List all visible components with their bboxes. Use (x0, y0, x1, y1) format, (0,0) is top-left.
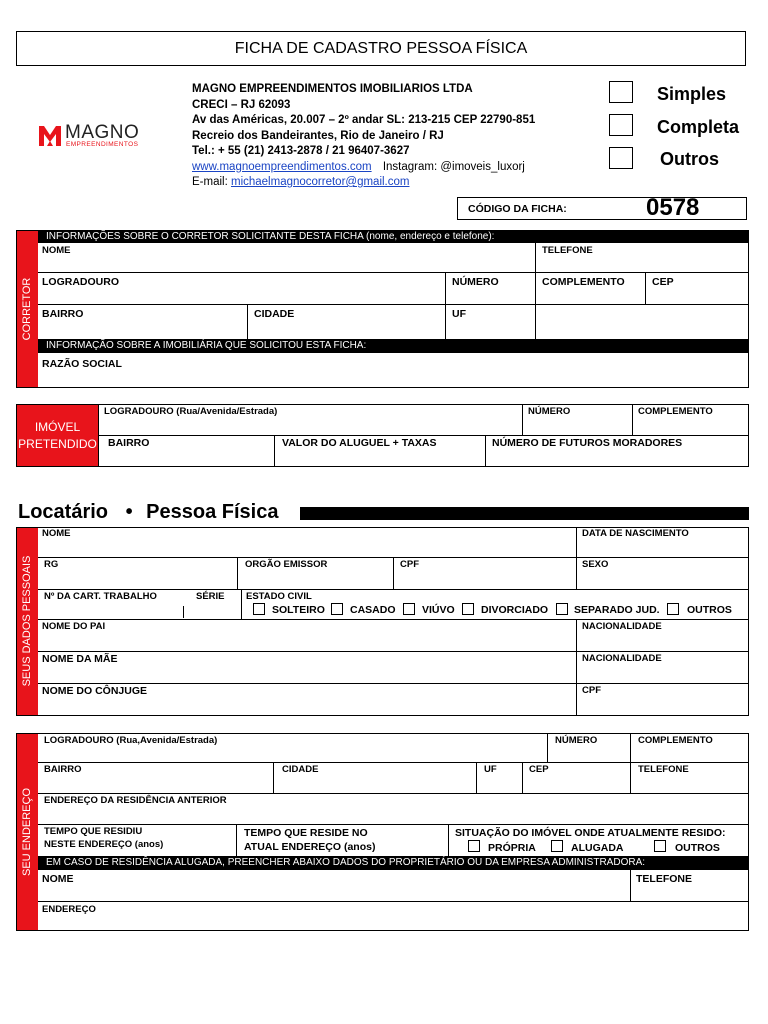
endereco-complemento-label: COMPLEMENTO (638, 735, 713, 746)
corretor-side-label: CORRETOR (21, 277, 33, 341)
proprietario-telefone-label: TELEFONE (636, 873, 693, 885)
company-website-link[interactable]: www.magnoempreendimentos.com (192, 160, 372, 173)
imovel-side-bar (17, 405, 98, 466)
dados-nacionalidade2-label: NACIONALIDADE (582, 653, 662, 664)
company-info (192, 82, 535, 191)
tempo-residiu-label-1: TEMPO QUE RESIDIU (44, 826, 143, 837)
locatario-heading-bar (300, 507, 749, 520)
endereco-telefone-label: TELEFONE (638, 764, 689, 775)
endereco-bairro-label: BAIRRO (44, 764, 82, 775)
company-address-1: Av das Américas, 20.007 – 2º andar SL: 213-215 CEP 22790-851 (192, 114, 536, 126)
simples-label: Simples (657, 84, 727, 104)
imovel-side-label-2: PRETENDIDO (18, 437, 97, 451)
code-label: CÓDIGO DA FICHA: (468, 203, 567, 215)
logo-sub-text: EMPREENDIMENTOS (66, 141, 139, 148)
alugada-label: ALUGADA (571, 842, 624, 854)
corretor-complemento-label: COMPLEMENTO (542, 276, 625, 288)
propria-checkbox[interactable] (468, 840, 480, 852)
dados-side-label: SEUS DADOS PESSOAIS (21, 555, 33, 687)
imovel-bairro-label: BAIRRO (108, 437, 150, 449)
company-phone: Tel.: + 55 (21) 2413-2878 / 21 96407-3627 (192, 145, 410, 157)
outros-checkbox[interactable] (609, 147, 633, 169)
company-address-2: Recreio dos Bandeirantes, Rio de Janeiro / RJ (192, 129, 444, 142)
imovel-complemento-label: COMPLEMENTO (638, 406, 713, 417)
dados-pai-label: NOME DO PAI (42, 621, 106, 632)
dados-orgao-label: ORGÃO EMISSOR (245, 559, 328, 570)
tempo-reside-label-2: ATUAL ENDEREÇO (anos) (244, 841, 376, 853)
corretor-cep-label: CEP (652, 276, 674, 288)
endereco-numero-label: NÚMERO (555, 735, 598, 746)
completa-checkbox[interactable] (609, 114, 633, 136)
separado-label: SEPARADO JUD. (574, 604, 660, 616)
outros-estado-label: OUTROS (687, 604, 732, 616)
locatario-heading (18, 502, 278, 522)
code-value: 0578 (646, 194, 700, 221)
imovel-valor-label: VALOR DO ALUGUEL + TAXAS (282, 437, 437, 449)
alugada-checkbox[interactable] (551, 840, 563, 852)
dados-rg-label: RG (44, 559, 59, 570)
corretor-form (16, 230, 749, 388)
corretor-telefone-label: TELEFONE (542, 245, 593, 256)
corretor-cidade-label: CIDADE (254, 308, 295, 320)
dados-nacionalidade-label: NACIONALIDADE (582, 621, 662, 632)
divorciado-checkbox[interactable] (462, 603, 474, 615)
dados-nome-label: NOME (42, 528, 71, 539)
email-label: E-mail: (192, 176, 228, 188)
title-box (16, 31, 746, 66)
situacao-label: SITUAÇÃO DO IMÓVEL ONDE ATUALMENTE RESIDO: (455, 827, 726, 839)
company-name: MAGNO EMPREENDIMENTOS IMOBILIARIOS LTDA (192, 83, 473, 95)
imovel-numero-label: NÚMERO (528, 406, 571, 417)
casado-label: CASADO (350, 604, 396, 616)
company-email-link[interactable]: michaelmagnocorretor@gmail.com (230, 176, 410, 188)
dados-conjuge-label: NOME DO CÔNJUGE (42, 685, 148, 697)
endereco-uf-label: UF (484, 764, 497, 775)
propria-label: PRÓPRIA (488, 842, 536, 854)
endereco-cidade-label: CIDADE (282, 764, 319, 775)
corretor-logradouro-label: LOGRADOURO (42, 276, 119, 288)
viuvo-checkbox[interactable] (403, 603, 415, 615)
locatario-title: Locatário (18, 501, 109, 523)
outros-estado-checkbox[interactable] (667, 603, 679, 615)
casado-checkbox[interactable] (331, 603, 343, 615)
company-logo (38, 122, 153, 154)
code-box (457, 194, 747, 221)
simples-checkbox[interactable] (609, 81, 633, 103)
page-title: FICHA DE CADASTRO PESSOA FÍSICA (234, 40, 528, 57)
logo-mark-icon (38, 124, 62, 148)
outros-situacao-checkbox[interactable] (654, 840, 666, 852)
viuvo-label: VIÚVO (422, 604, 455, 616)
proprietario-nome-label: NOME (42, 873, 74, 885)
tempo-residiu-label-2: NESTE ENDEREÇO (anos) (44, 839, 164, 850)
completa-label: Completa (657, 117, 740, 137)
endereco-cep-label: CEP (529, 764, 549, 775)
dados-nascimento-label: DATA DE NASCIMENTO (582, 528, 689, 539)
dados-serie-label: SÉRIE (196, 591, 225, 602)
outros-type-label: Outros (660, 149, 720, 169)
imovel-logradouro-label: LOGRADOURO (Rua/Avenida/Estrada) (104, 406, 278, 417)
company-web-line (192, 160, 535, 176)
dados-mae-label: NOME DA MÃE (42, 653, 118, 665)
company-creci: CRECI – RJ 62093 (192, 98, 291, 111)
locatario-bullet: • (125, 501, 133, 523)
dados-sexo-label: SEXO (582, 559, 609, 570)
separado-checkbox[interactable] (556, 603, 568, 615)
dados-cpf-label: CPF (400, 559, 419, 570)
solteiro-checkbox[interactable] (253, 603, 265, 615)
company-email-line (192, 175, 535, 191)
corretor-uf-label: UF (452, 308, 466, 320)
corretor-header: INFORMAÇÕES SOBRE O CORRETOR SOLICITANTE DESTA FICHA (nome, endereço e telefone): (38, 230, 749, 243)
corretor-numero-label: NÚMERO (452, 276, 499, 288)
dados-cart-label: Nº DA CART. TRABALHO (44, 591, 157, 602)
dados-cpf2-label: CPF (582, 685, 601, 696)
locatario-subtitle: Pessoa Física (146, 501, 279, 523)
tempo-reside-label-1: TEMPO QUE RESIDE NO (244, 827, 368, 839)
company-instagram: Instagram: @imoveis_luxorj (382, 160, 525, 173)
endereco-anterior-label: ENDEREÇO DA RESIDÊNCIA ANTERIOR (44, 795, 227, 806)
logo-main-text: MAGNO (65, 122, 140, 143)
razao-social-label: RAZÃO SOCIAL (42, 358, 122, 370)
dados-estado-civil-label: ESTADO CIVIL (246, 591, 312, 602)
divorciado-label: DIVORCIADO (481, 604, 549, 616)
corretor-bairro-label: BAIRRO (42, 308, 84, 320)
solteiro-label: SOLTEIRO (272, 604, 325, 616)
imobiliaria-header: INFORMAÇÃO SOBRE A IMOBILIÁRIA QUE SOLICITOU ESTA FICHA: (38, 339, 749, 353)
endereco-side-label: SEU ENDEREÇO (21, 787, 33, 877)
proprietario-endereco-label: ENDEREÇO (42, 904, 96, 915)
proprietario-header: EM CASO DE RESIDÊNCIA ALUGADA, PREENCHER ABAIXO DADOS DO PROPRIETÁRIO OU DA EMPRESA ADMINISTRADORA: (38, 856, 749, 870)
imovel-side-label-1: IMÓVEL (34, 420, 81, 434)
imovel-moradores-label: NÚMERO DE FUTUROS MORADORES (492, 437, 683, 449)
endereco-logradouro-label: LOGRADOURO (Rua,Avenida/Estrada) (44, 735, 218, 746)
corretor-nome-label: NOME (42, 245, 71, 256)
outros-situacao-label: OUTROS (675, 842, 720, 854)
